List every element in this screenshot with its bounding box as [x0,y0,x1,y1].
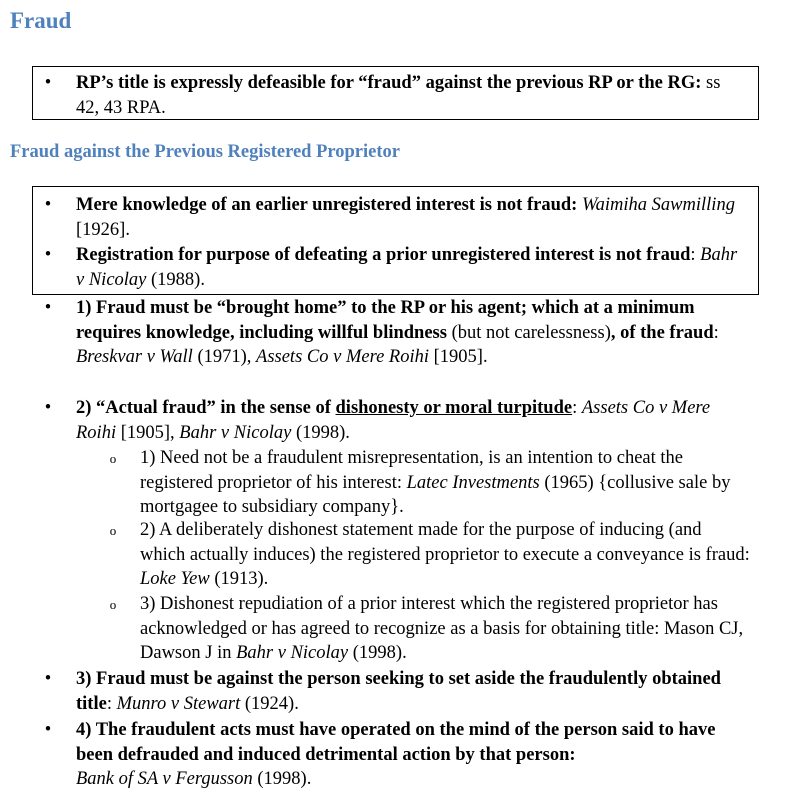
bullet-icon: • [44,398,52,418]
sub-list-item-text: 1) Need not be a fraudulent misrepresentation, is an intention to cheat the registered proprietor of his interest: Latec Investments (1965) {collusive sale by mortgagee to subsidiary company}. [140,448,731,517]
list-item-text: 3) Fraud must be against the person seeking to set aside the fraudulently obtained title: Munro v Stewart (1924). [76,669,721,714]
section-heading: Fraud against the Previous Registered Proprietor [10,142,400,162]
bullet-icon: • [44,720,52,740]
circle-bullet-icon: o [109,523,117,538]
list-item-text: RP’s title is expressly defeasible for “fraud” against the previous RP or the RG: ss 42, 43 RPA. [76,73,721,118]
list-item-text: 1) Fraud must be “brought home” to the RP or his agent; which at a minimum requires knowledge, including willful blindness (but not carelessness), of the fraud: Breskvar v Wall (1971), Assets Co v Mere Roihi [1905]. [76,298,719,367]
bullet-icon: • [44,298,52,318]
sub-list-item-text: 3) Dishonest repudiation of a prior interest which the registered proprietor has acknowledged or has agreed to recognize as a basis for obtaining title: Mason CJ, Dawson J in Bahr v Nicolay (1998). [140,594,744,663]
sub-list-item-text: 2) A deliberately dishonest statement made for the purpose of inducing (and which actually induces) the registered proprietor to execute a conveyance is fraud: Loke Yew (1913). [140,520,750,589]
list-item-text: Registration for purpose of defeating a prior unregistered interest is not fraud: Bahr v Nicolay (1988). [76,245,738,290]
bullet-icon: • [44,669,52,689]
circle-bullet-icon: o [109,451,117,466]
bullet-icon: • [44,73,52,93]
list-item-text: 2) “Actual fraud” in the sense of dishonesty or moral turpitude: Assets Co v Mere Roihi [1905], Bahr v Nicolay (1998). [76,398,711,443]
bullet-icon: • [44,195,52,215]
page-title: Fraud [10,8,72,33]
circle-bullet-icon: o [109,597,117,612]
list-item-text: Mere knowledge of an earlier unregistered interest is not fraud: Waimiha Sawmilling [1926]. [76,195,735,240]
list-item-text: 4) The fraudulent acts must have operated on the mind of the person said to have been defrauded and induced detrimental action by that person: Bank of SA v Fergusson (1998). [76,720,716,789]
bullet-icon: • [44,245,52,265]
